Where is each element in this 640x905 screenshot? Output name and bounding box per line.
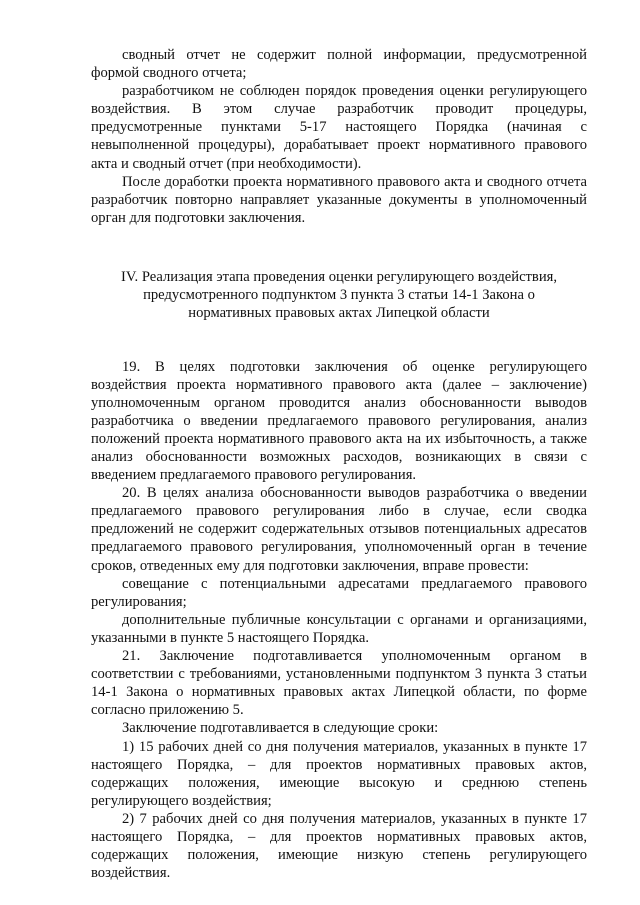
paragraph-resubmission: После доработки проекта нормативного правового акта и сводного отчета разработчик повторно направляет указанные документы в уполномоченный орган для подготовки заключения. — [91, 173, 587, 226]
paragraph-incomplete-report: сводный отчет не содержит полной информации, предусмотренной формой сводного отчета; — [91, 47, 587, 82]
paragraph-item-20: 20. В целях анализа обоснованности выводов разработчика о введении предлагаемого правового регулирования либо в случае, если сводка предложений не содержит содержательных отзывов потенциальных адресатов предлагаемого правового регулирования, уполномоченный орган в течение сроков, отведенных ему для подготовки заключения, вправе провести: — [91, 485, 587, 574]
document-page — [91, 46, 587, 882]
paragraph-item-21: 21. Заключение подготавливается уполномоченным органом в соответствии с требованиями, установленными подпунктом 3 пункта 3 статьи 14-1 Закона о нормативных правовых актах Липецкой области, по форме согласно приложению 5. — [91, 648, 587, 719]
paragraph-deadline-1: 1) 15 рабочих дней со дня получения материалов, указанных в пункте 17 настоящего Порядка, – для проектов нормативных правовых актов, содержащих положения, имеющие высокую и среднюю степень регулирующего воздействия; — [91, 738, 587, 809]
section-heading-line-2: предусмотренного подпунктом 3 пункта 3 статьи 14-1 Закона о — [143, 287, 535, 304]
paragraph-deadlines-intro: Заключение подготавливается в следующие сроки: — [122, 720, 439, 737]
section-heading — [91, 268, 587, 323]
paragraph-consultations: дополнительные публичные консультации с органами и организациями, указанными в пункте 5 настоящего Порядка. — [91, 611, 587, 646]
section-heading-line-3: нормативных правовых актах Липецкой области — [188, 305, 490, 322]
paragraph-deadline-2: 2) 7 рабочих дней со дня получения материалов, указанных в пункте 17 настоящего Порядка, – для проектов нормативных правовых актов, содержащих положения, имеющие низкую степень регулирующего воздействия. — [91, 810, 587, 882]
paragraph-procedure-violation: разработчиком не соблюден порядок проведения оценки регулирующего воздействия. В этом случае разработчик проводит процедуры, предусмотренные пунктами 5-17 настоящего Порядка (начиная с невыполненной процедуры), дорабатывает проект нормативного правового акта и сводный отчет (при необходимости). — [91, 83, 587, 172]
section-heading-line-1: IV. Реализация этапа проведения оценки регулирующего воздействия, — [121, 268, 557, 285]
paragraph-meeting: совещание с потенциальными адресатами предлагаемого правового регулирования; — [91, 575, 587, 610]
paragraph-item-19: 19. В целях подготовки заключения об оценке регулирующего воздействия проекта нормативного правового акта (далее – заключение) уполномоченным органом проводится анализ обоснованности выводов разработчика о введении предлагаемого правового регулирования, анализ положений проекта нормативного правового акта на их избыточность, а также анализ обоснованности возможных расходов, возникающих в связи с введением предлагаемого правового регулирования. — [91, 358, 587, 484]
